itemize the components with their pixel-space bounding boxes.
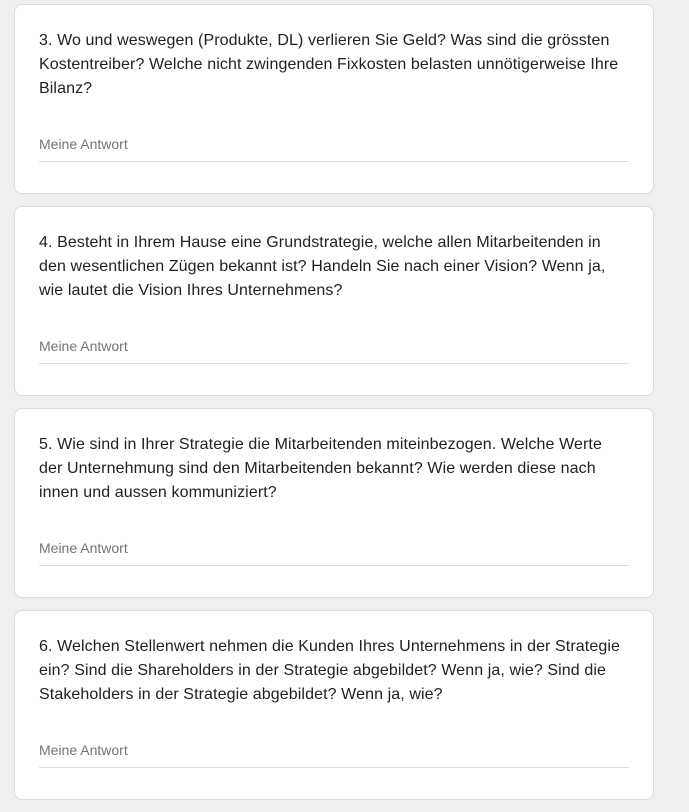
answer-input-3[interactable] (39, 134, 629, 154)
question-card-6 (14, 610, 654, 800)
card-bottom-spacer (39, 162, 629, 193)
answer-input-5[interactable] (39, 538, 629, 558)
answer-field-container (39, 336, 629, 364)
question-text: 4. Besteht in Ihrem Hause eine Grundstrategie, welche allen Mitarbeitenden in den wesentlichen Zügen bekannt ist? Handeln Sie nach einer Vision? Wenn ja, wie lautet die Vision Ihres Unternehmens? (39, 234, 606, 299)
answer-field-container (39, 134, 629, 162)
answer-input-4[interactable] (39, 336, 629, 356)
card-bottom-spacer (39, 364, 629, 395)
card-bottom-spacer (39, 566, 629, 597)
answer-field-container (39, 538, 629, 566)
answer-field-container (39, 740, 629, 768)
question-card-5 (14, 408, 654, 598)
question-text: 3. Wo und weswegen (Produkte, DL) verlieren Sie Geld? Was sind die grössten Kostentreiber? Welche nicht zwingenden Fixkosten belasten unnötigerweise Ihre Bilanz? (39, 32, 619, 97)
answer-input-6[interactable] (39, 740, 629, 760)
form-question-list (14, 4, 654, 812)
question-card-3 (14, 4, 654, 194)
question-card-4 (14, 206, 654, 396)
card-bottom-spacer (39, 768, 629, 799)
question-text: 5. Wie sind in Ihrer Strategie die Mitarbeitenden miteinbezogen. Welche Werte der Unternehmung sind den Mitarbeitenden bekannt? Wie werden diese nach innen und aussen kommuniziert? (39, 436, 602, 501)
question-text: 6. Welchen Stellenwert nehmen die Kunden Ihres Unternehmens in der Strategie ein? Sind die Shareholders in der Strategie abgebildet? Wenn ja, wie? Sind die Stakeholders in der Strategie abgebildet? Wenn ja, wie? (39, 638, 620, 703)
